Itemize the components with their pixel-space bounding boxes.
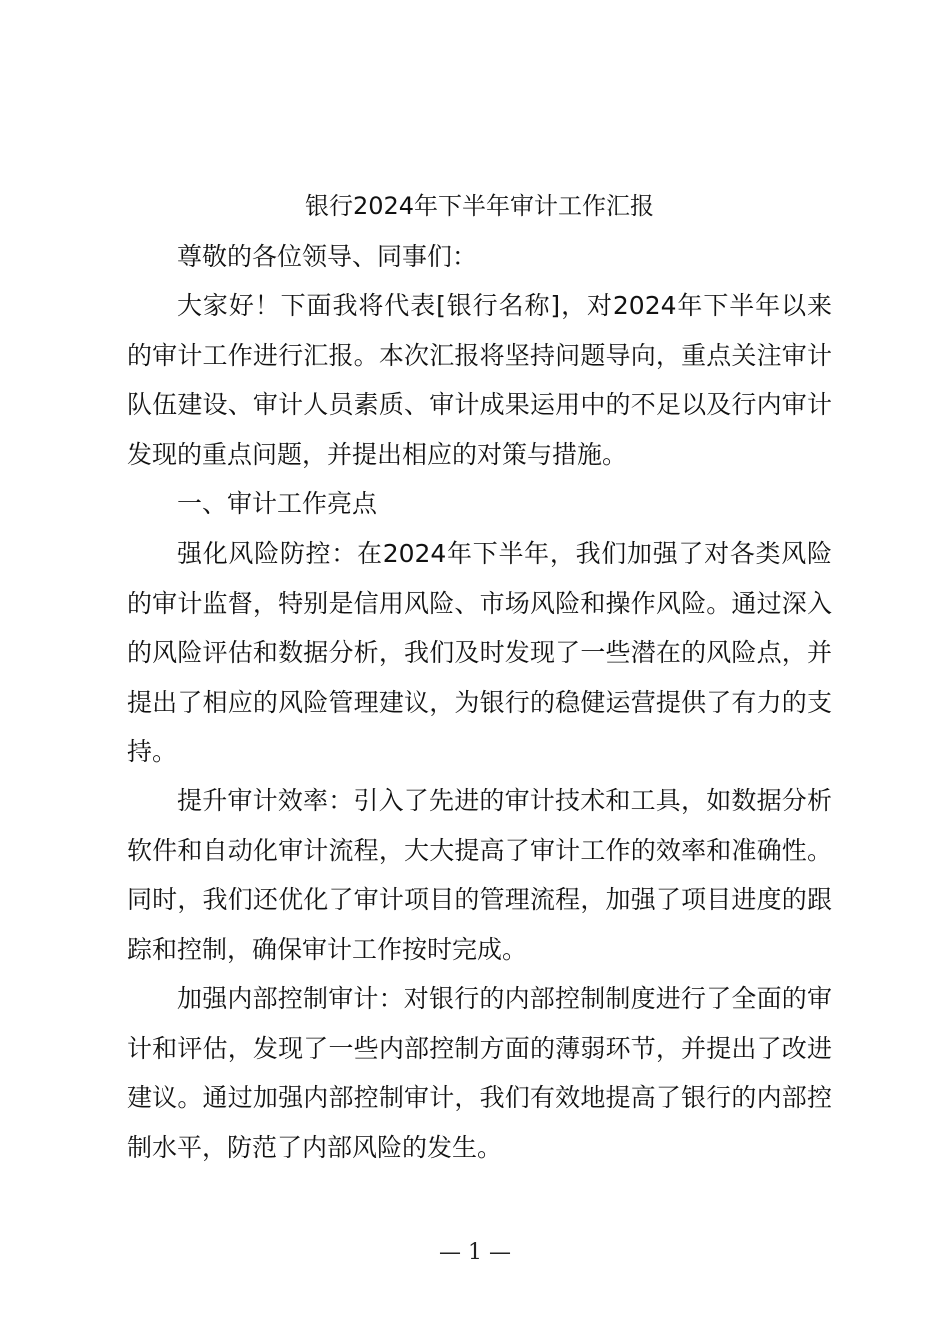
intro-paragraph: 大家好！下面我将代表[银行名称]，对2024年下半年以来的审计工作进行汇报。本次汇报将坚持问题导向，重点关注审计队伍建设、审计人员素质、审计成果运用中的不足以及行内审计发现的重点问题，并提出相应的对策与措施。 (127, 291, 832, 469)
page-number: — 1 — (439, 1240, 511, 1265)
paragraph-risk-control: 强化风险防控：在2024年下半年，我们加强了对各类风险的审计监督，特别是信用风险、市场风险和操作风险。通过深入的风险评估和数据分析，我们及时发现了一些潜在的风险点，并提出了相应的风险管理建议，为银行的稳健运营提供了有力的支持。 (127, 539, 832, 766)
paragraph-audit-efficiency: 提升审计效率：引入了先进的审计技术和工具，如数据分析软件和自动化审计流程，大大提高了审计工作的效率和准确性。同时，我们还优化了审计项目的管理流程，加强了项目进度的跟踪和控制，确保审计工作按时完成。 (127, 786, 832, 964)
paragraph-internal-control: 加强内部控制审计：对银行的内部控制制度进行了全面的审计和评估，发现了一些内部控制方面的薄弱环节，并提出了改进建议。通过加强内部控制审计，我们有效地提高了银行的内部控制水平，防范了内部风险的发生。 (127, 984, 832, 1162)
salutation: 尊敬的各位领导、同事们： (177, 242, 478, 271)
document-title: 银行2024年下半年审计工作汇报 (304, 192, 655, 220)
section-heading-highlights: 一、审计工作亮点 (177, 489, 378, 518)
